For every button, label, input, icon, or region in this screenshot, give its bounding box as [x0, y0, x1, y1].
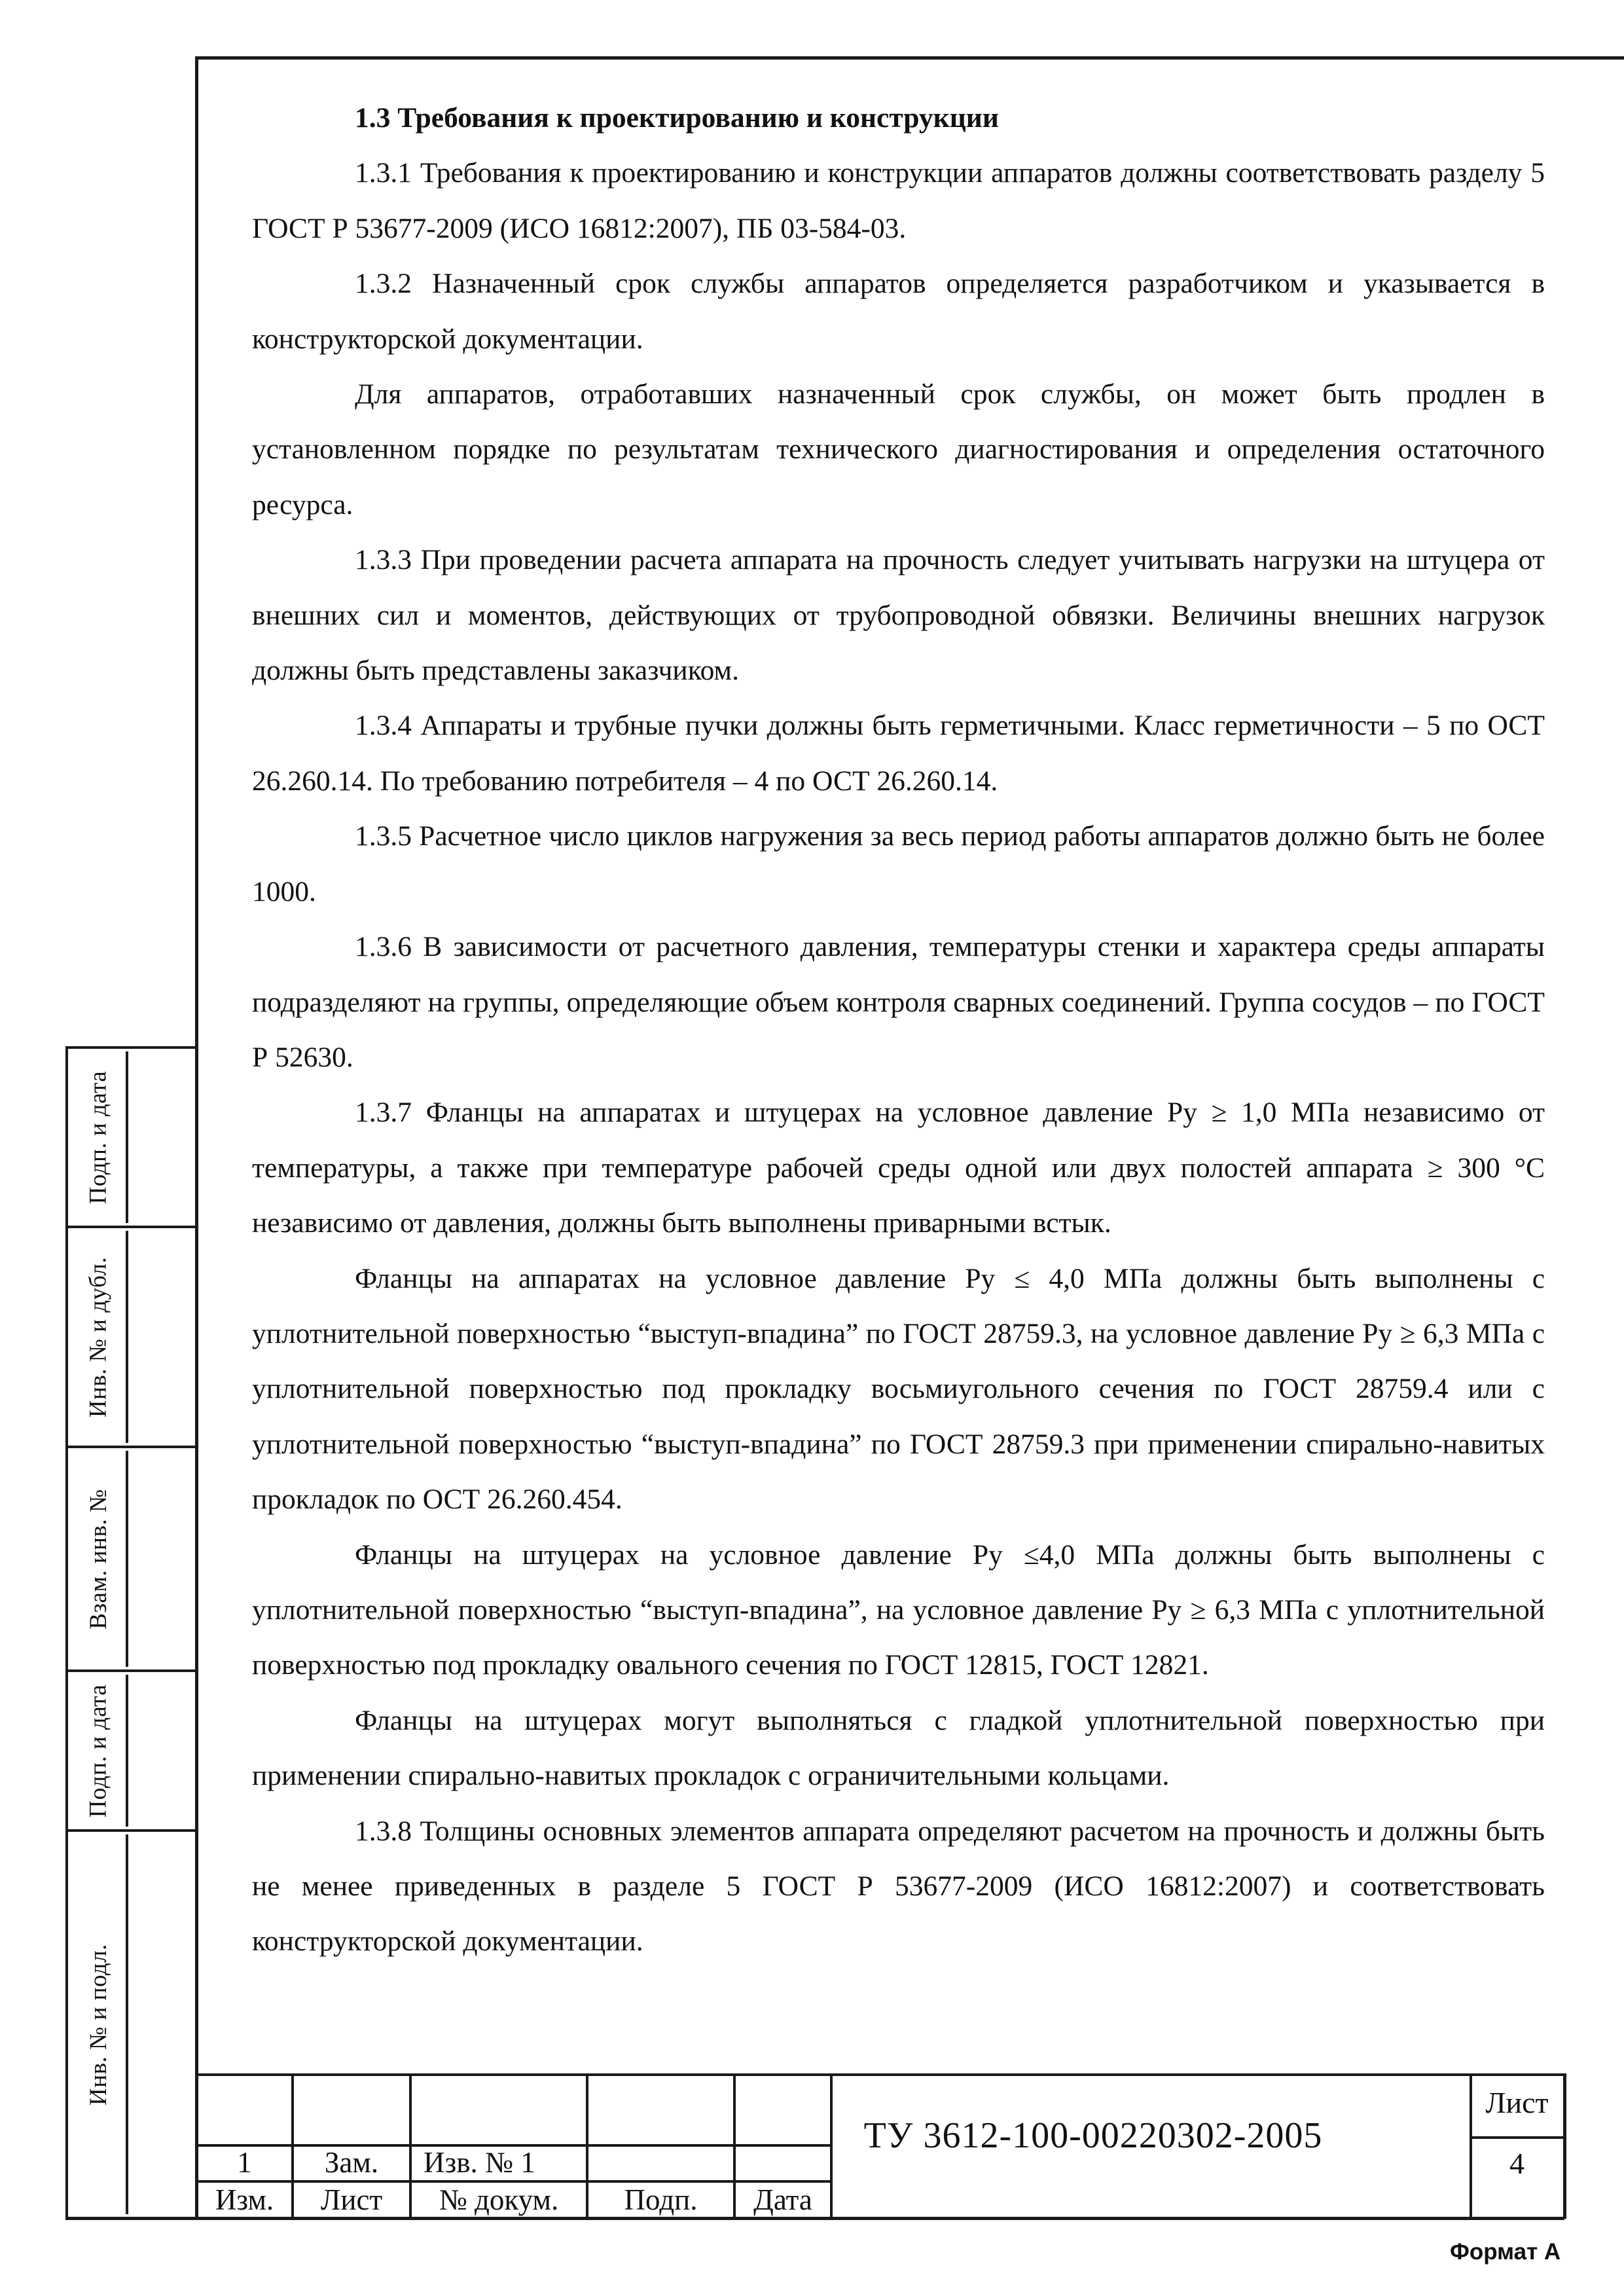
- side-stamp-label: Подп. и дата: [84, 1684, 112, 1817]
- side-stamp-label-cell: [71, 1231, 128, 1443]
- side-stamp-cell: [65, 1669, 198, 1832]
- side-stamp-label: Инв. № и подл.: [84, 1943, 112, 2105]
- side-stamp-label-cell: [71, 1051, 128, 1223]
- title-block-sheet-line: [1470, 2136, 1564, 2139]
- side-stamp-label: Подп. и дата: [84, 1070, 112, 1204]
- paragraph: 1.3.1 Требования к проектированию и конструкции аппаратов должны соответствовать разделу 5 ГОСТ Р 53677-2009 (ИСО 16812:2007), ПБ 03-584-03.: [252, 157, 1545, 244]
- header-document-number: № докум.: [439, 2183, 559, 2216]
- sheet-label: Лист: [1485, 2086, 1549, 2119]
- format-label: Формат А: [1450, 2239, 1561, 2265]
- paragraph: Фланцы на штуцерах могут выполняться с гладкой уплотнительной поверхностью при применении спирально-навитых прокладок с ограничительными кольцами.: [252, 1704, 1545, 1792]
- header-sheet: Лист: [320, 2183, 383, 2216]
- side-stamp-cell: [65, 1226, 198, 1448]
- sheet-number: 4: [1509, 2147, 1525, 2180]
- section-heading: 1.3 Требования к проектированию и конструкции: [355, 102, 999, 134]
- paragraph: Фланцы на штуцерах на условное давление Ру ≤4,0 МПа должны быть выполнены с уплотнительной поверхностью “выступ-впадина”, на условное давление Ру ≥ 6,3 МПа с уплотнительной поверхностью под прокладку овального сечения по ГОСТ 12815, ГОСТ 12821.: [252, 1539, 1545, 1681]
- side-stamp-label-cell: [71, 1675, 128, 1827]
- paragraph: Для аппаратов, отработавших назначенный срок службы, он может быть продлен в установленном порядке по результатам технического диагностирования и определения остаточного ресурса.: [252, 378, 1545, 520]
- header-change: Изм.: [215, 2183, 274, 2216]
- header-date: Дата: [753, 2183, 812, 2216]
- side-stamp-label: Инв. № и дубл.: [84, 1256, 112, 1417]
- paragraph: Фланцы на аппаратах на условное давление Ру ≤ 4,0 МПа должны быть выполнены с уплотнительной поверхностью “выступ-впадина” по ГОСТ 28759.3, на условное давление Ру ≥ 6,3 МПа с уплотнительной поверхностью под прокладку восьмиугольного сечения по ГОСТ 28759.4 или с уплотнительной поверхностью “выступ-впадина” по ГОСТ 28759.3 при применении спирально-навитых прокладок по ОСТ 26.260.454.: [252, 1262, 1545, 1516]
- side-stamp-cell: [65, 1829, 198, 2219]
- side-stamp-label: Взам. инв. №: [84, 1488, 112, 1630]
- side-stamp-label-cell: [71, 1834, 128, 2214]
- frame-top-border: [195, 56, 1624, 60]
- document-code: ТУ 3612-100-00220302-2005: [863, 2115, 1323, 2156]
- paragraph: 1.3.2 Назначенный срок службы аппаратов определяется разработчиком и указывается в конструкторской документации.: [252, 268, 1545, 355]
- side-stamp-label-cell: [71, 1451, 128, 1667]
- paragraph: 1.3.8 Толщины основных элементов аппарата определяют расчетом на прочность и должны быть не менее приведенных в разделе 5 ГОСТ Р 53677-2009 (ИСО 16812:2007) и соответствовать конструкторской документации.: [252, 1815, 1545, 1958]
- paragraph: 1.3.6 В зависимости от расчетного давления, температуры стенки и характера среды аппараты подразделяют на группы, определяющие объем контроля сварных соединений. Группа сосудов – по ГОСТ Р 52630.: [252, 931, 1545, 1073]
- title-block-top-line: [195, 2073, 1564, 2076]
- revision-number: 1: [237, 2145, 252, 2179]
- paragraph: 1.3.3 При проведении расчета аппарата на прочность следует учитывать нагрузки на штуцера от внешних сил и моментов, действующих от трубопроводной обвязки. Величины внешних нагрузок должны быть представлены заказчиком.: [252, 544, 1545, 687]
- side-stamp-cell: [65, 1046, 198, 1228]
- document-body: [252, 90, 1545, 1969]
- paragraph: 1.3.5 Расчетное число циклов нагружения за весь период работы аппаратов должно быть не более 1000.: [252, 820, 1545, 907]
- paragraph: 1.3.4 Аппараты и трубные пучки должны быть герметичными. Класс герметичности – 5 по ОСТ 26.260.14. По требованию потребителя – 4 по ОСТ 26.260.14.: [252, 710, 1545, 797]
- header-signature: Подп.: [624, 2183, 698, 2216]
- revision-notice: Изв. № 1: [424, 2145, 535, 2179]
- side-stamp-cell: [65, 1446, 198, 1672]
- revision-change: Зам.: [324, 2145, 379, 2179]
- paragraph: 1.3.7 Фланцы на аппаратах и штуцерах на условное давление Ру ≥ 1,0 МПа независимо от температуры, а также при температуре рабочей среды одной или двух полостей аппарата ≥ 300 °С независимо от давления, должны быть выполнены приварными встык.: [252, 1097, 1545, 1239]
